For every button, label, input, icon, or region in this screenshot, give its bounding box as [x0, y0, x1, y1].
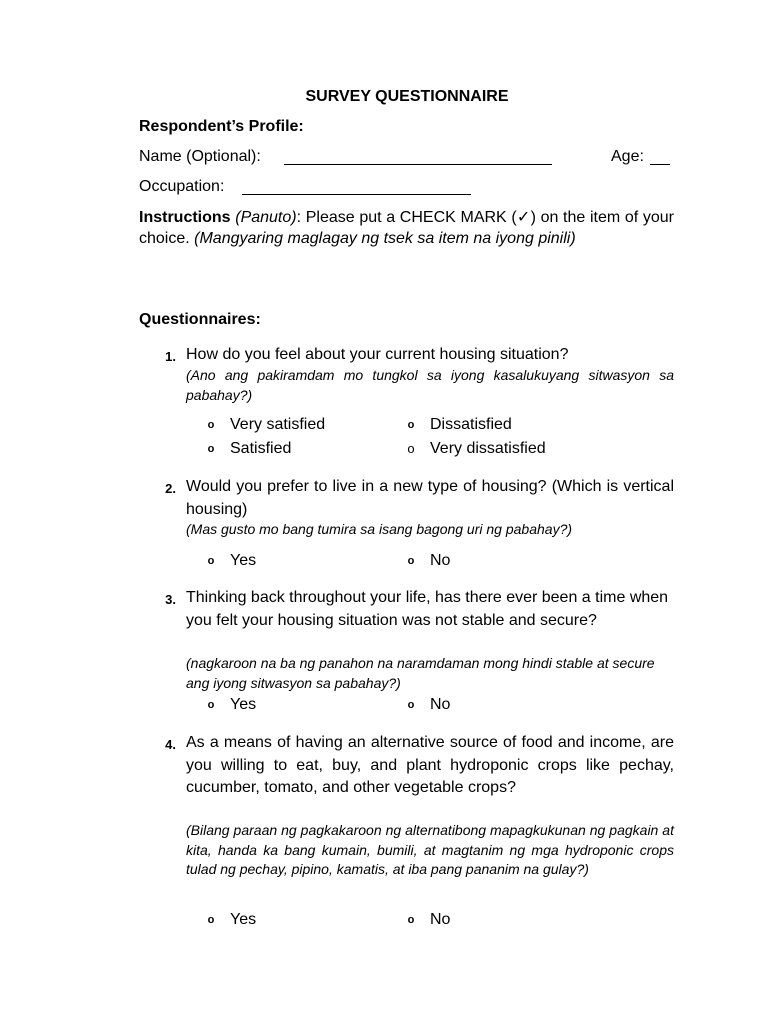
radio-circle-icon: o	[407, 555, 415, 567]
option-label: Yes	[230, 911, 257, 928]
option-dissatisfied[interactable]	[406, 414, 512, 436]
option-yes[interactable]	[206, 909, 256, 931]
radio-circle-icon: o	[207, 555, 215, 567]
radio-circle-icon: o	[207, 914, 215, 926]
question-text: As a means of having an alternative source of food and income, are you willing to eat, buy, and plant hydroponic crops like pechay, cucumber, tomato, and other vegetable crops?	[186, 734, 674, 796]
question-tagalog: (nagkaroon na ba ng panahon na naramdaman mong hindi stable at secure ang iyong sitwasyon sa pabahay?)	[186, 655, 655, 691]
question-text: How do you feel about your current housing situation?	[186, 346, 569, 363]
radio-circle-icon: o	[407, 699, 415, 711]
option-yes[interactable]	[206, 694, 256, 716]
radio-circle-icon: o	[207, 419, 215, 431]
radio-circle-icon: o	[207, 699, 215, 711]
option-label: No	[430, 696, 451, 713]
radio-circle-icon: o	[407, 419, 415, 431]
questionnaires-heading: Questionnaires:	[139, 311, 261, 328]
option-satisfied[interactable]	[206, 438, 291, 460]
question-text: Would you prefer to live in a new type of housing? (Which is vertical housing)	[186, 478, 674, 518]
question-tagalog: (Ano ang pakiramdam mo tungkol sa iyong kasalukuyang sitwasyon sa pabahay?)	[186, 367, 674, 403]
option-label: Satisfied	[230, 440, 292, 457]
instructions-paragraph	[139, 207, 674, 249]
question-tagalog: (Mas gusto mo bang tumira sa isang bagong uri ng pabahay?)	[186, 521, 573, 537]
instructions-tagalog-label: (Panuto)	[235, 209, 297, 226]
option-label: Yes	[230, 696, 257, 713]
radio-circle-icon: o	[207, 443, 215, 455]
option-no[interactable]	[406, 909, 450, 931]
option-no[interactable]	[406, 694, 450, 716]
question-text: Thinking back throughout your life, has there ever been a time when you felt your housing situation was not stable and secure?	[186, 589, 669, 629]
age-label: Age:	[611, 148, 644, 165]
name-label: Name (Optional):	[139, 148, 261, 165]
instructions-tagalog: (Mangyaring maglagay ng tsek sa item na iyong pinili)	[194, 230, 576, 247]
question-number: 1.	[165, 349, 176, 364]
name-blank-line[interactable]	[284, 150, 552, 165]
option-label: Very satisfied	[230, 416, 326, 433]
option-label: No	[430, 552, 451, 569]
question-tagalog: (Bilang paraan ng pagkakaroon ng alternatibong mapagkukunan ng pagkain at kita, handa ka bang kumain, bumili, at magtanim ng mga hydroponic crops tulad ng pechay, pipino, kamatis, at iba pang pananim na gulay?)	[186, 822, 674, 877]
page-title: SURVEY QUESTIONNAIRE	[305, 88, 509, 105]
age-blank-line[interactable]	[650, 150, 670, 165]
option-label: Very dissatisfied	[430, 440, 546, 457]
option-very-dissatisfied[interactable]	[406, 438, 546, 460]
radio-circle-icon: o	[407, 441, 415, 456]
question-number: 4.	[165, 737, 176, 752]
option-label: Yes	[230, 552, 257, 569]
profile-heading: Respondent’s Profile:	[139, 118, 304, 135]
occupation-blank-line[interactable]	[242, 180, 471, 195]
instructions-colon: :	[296, 209, 302, 226]
instructions-label: Instructions	[139, 209, 231, 226]
question-number: 3.	[165, 592, 176, 607]
option-yes[interactable]	[206, 550, 256, 572]
radio-circle-icon: o	[407, 914, 415, 926]
option-very-satisfied[interactable]	[206, 414, 325, 436]
option-label: Dissatisfied	[430, 416, 512, 433]
occupation-label: Occupation:	[139, 178, 225, 195]
question-number: 2.	[165, 481, 176, 496]
option-label: No	[430, 911, 451, 928]
option-no[interactable]	[406, 550, 450, 572]
instructions-english: Please put a CHECK MARK (✓) on the item of your choice.	[139, 209, 674, 247]
